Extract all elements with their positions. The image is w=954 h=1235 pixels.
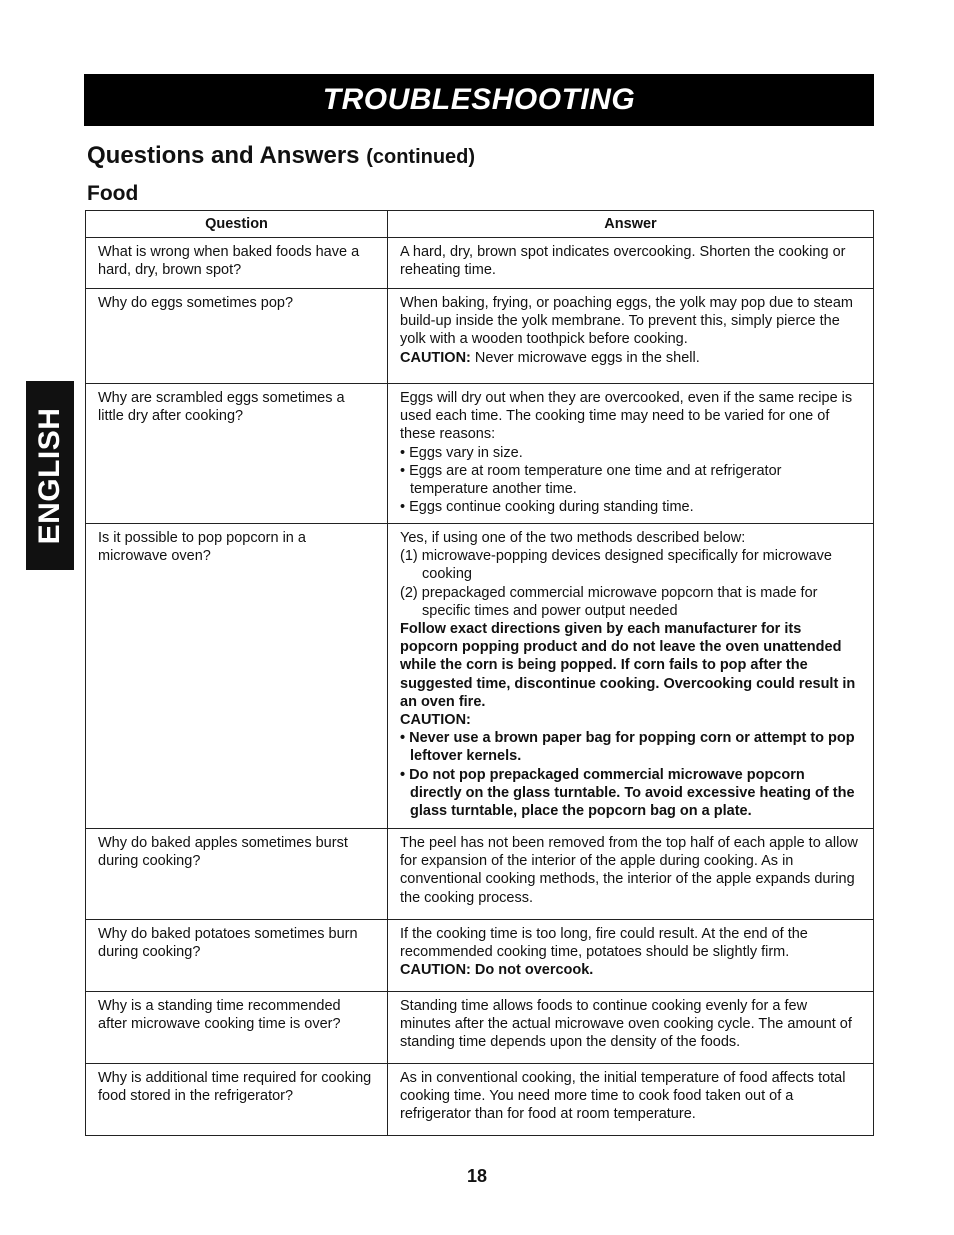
- question-cell: Why is a standing time recommended after microwave cooking time is over?: [86, 992, 388, 1064]
- question-cell: Why is additional time required for cooking food stored in the refrigerator?: [86, 1064, 388, 1136]
- answer-text: As in conventional cooking, the initial temperature of food affects total cooking time. You need more time to cook food taken out of a refrigerator than for food at room temperature.: [400, 1070, 846, 1123]
- table-row: [86, 829, 874, 920]
- caution-text: Never microwave eggs in the shell.: [470, 349, 700, 366]
- caution-bullet: • Never use a brown paper bag for popping corn or attempt to pop leftover kernels.: [400, 730, 855, 765]
- table-row: [86, 289, 874, 384]
- language-tab-label: ENGLISH: [33, 407, 66, 544]
- language-tab: [26, 381, 74, 570]
- question-cell: Why are scrambled eggs sometimes a little dry after cooking?: [86, 384, 388, 524]
- answer-cell: [388, 992, 874, 1064]
- numbered-item: (2) prepackaged commercial microwave popcorn that is made for specific times and power output needed: [400, 584, 818, 619]
- section-title: Food: [87, 182, 139, 205]
- page-banner: [84, 74, 874, 126]
- table-row: [86, 238, 874, 289]
- caution-label: CAUTION:: [400, 712, 471, 729]
- answer-header: Answer: [388, 211, 874, 238]
- table-row: [86, 992, 874, 1064]
- answer-cell: [388, 384, 874, 524]
- answer-text: When baking, frying, or poaching eggs, the yolk may pop due to steam build-up inside the yolk membrane. To prevent this, simply pierce the yolk with a wooden toothpick before cooking.: [400, 295, 853, 348]
- bullet-item: • Eggs vary in size.: [400, 444, 523, 461]
- answer-cell: [388, 238, 874, 289]
- caution-label: CAUTION:: [400, 349, 471, 366]
- answer-cell: [388, 829, 874, 920]
- qa-table: [85, 210, 874, 1136]
- answer-text: A hard, dry, brown spot indicates overcooking. Shorten the cooking or reheating time.: [400, 244, 846, 279]
- question-cell: Why do eggs sometimes pop?: [86, 289, 388, 384]
- answer-text: Eggs will dry out when they are overcooked, even if the same recipe is used each time. The cooking time may need to be varied for one of these reasons:: [400, 390, 853, 443]
- answer-cell: [388, 524, 874, 829]
- answer-cell: [388, 920, 874, 992]
- numbered-item: (1) microwave-popping devices designed specifically for microwave cooking: [400, 548, 832, 583]
- heading-sub: (continued): [366, 146, 476, 168]
- caution-line: [400, 349, 859, 367]
- caution-bullet: • Do not pop prepackaged commercial microwave popcorn directly on the glass turntable. To avoid excessive heating of the glass turntable, place the popcorn bag on a plate.: [400, 766, 855, 820]
- bullet-item: • Eggs continue cooking during standing time.: [400, 499, 694, 516]
- bullet-item: • Eggs are at room temperature one time and at refrigerator temperature another time.: [400, 462, 782, 498]
- answer-text: If the cooking time is too long, fire could result. At the end of the recommended cooking time, potatoes should be slightly firm.: [400, 926, 808, 961]
- answer-cell: [388, 1064, 874, 1136]
- table-row: [86, 920, 874, 992]
- question-cell: Why do baked apples sometimes burst during cooking?: [86, 829, 388, 920]
- question-header: Question: [86, 211, 388, 238]
- question-cell: What is wrong when baked foods have a hard, dry, brown spot?: [86, 238, 388, 289]
- page-heading: [87, 142, 475, 170]
- table-row: [86, 1064, 874, 1136]
- table-row: [86, 524, 874, 829]
- answer-text: Standing time allows foods to continue cooking evenly for a few minutes after the actual microwave oven cooking cycle. The amount of standing time depends upon the density of the foods.: [400, 998, 852, 1051]
- table-row: [86, 384, 874, 524]
- answer-cell: [388, 289, 874, 384]
- question-cell: Why do baked potatoes sometimes burn during cooking?: [86, 920, 388, 992]
- popcorn-warning: Follow exact directions given by each manufacturer for its popcorn popping product and do not leave the oven unattended while the corn is being popped. If corn fails to pop after the suggested time, discontinue cooking. Overcooking could result in an oven fire.: [400, 621, 856, 710]
- heading-main: Questions and Answers: [87, 142, 360, 169]
- banner-title: TROUBLESHOOTING: [322, 83, 636, 116]
- answer-text: Yes, if using one of the two methods described below:: [400, 530, 746, 546]
- caution-line: CAUTION: Do not overcook.: [400, 962, 594, 979]
- question-cell: Is it possible to pop popcorn in a microwave oven?: [86, 524, 388, 829]
- page-number: 18: [466, 1166, 488, 1186]
- answer-text: The peel has not been removed from the top half of each apple to allow for expansion of the interior of the apple during cooking. As in conventional cooking methods, the interior of the apple expands during the cooking process.: [400, 835, 858, 906]
- table-header-row: [86, 211, 874, 238]
